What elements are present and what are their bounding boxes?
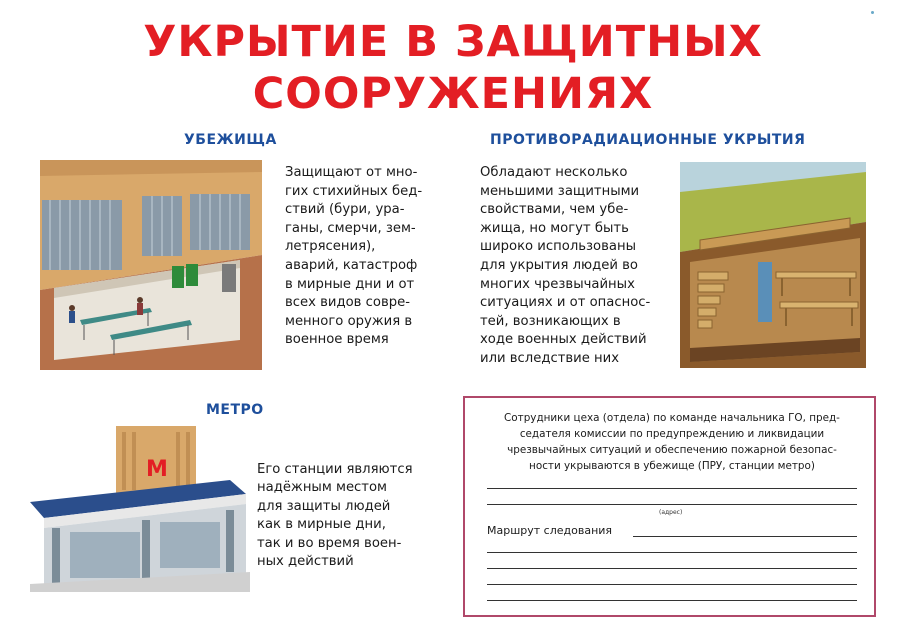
radiation-text-line: свойствами, чем убе- bbox=[480, 202, 629, 218]
shelter-illustration bbox=[40, 160, 262, 370]
shelters-text-line: ствий (бури, ура- bbox=[285, 202, 405, 218]
route-line[interactable] bbox=[487, 584, 857, 585]
metro-text-line: надёжным местом bbox=[257, 480, 388, 496]
metro-text-line: как в мирные дни, bbox=[257, 517, 386, 533]
radiation-text-line: Обладают несколько bbox=[480, 165, 628, 180]
shelters-text-line: аварий, катастроф bbox=[285, 257, 418, 273]
shelters-text-line: гих стихийных бед- bbox=[285, 183, 423, 199]
route-line[interactable] bbox=[633, 536, 857, 537]
radiation-shelters-description bbox=[480, 164, 650, 369]
form-instruction bbox=[487, 410, 857, 474]
shelter-form-box bbox=[463, 396, 876, 617]
metro-sign-icon: M bbox=[146, 457, 168, 482]
route-label: Маршрут следования bbox=[487, 524, 613, 537]
radiation-text-line: широко использованы bbox=[480, 239, 636, 255]
radiation-text-line: тей, возникающих в bbox=[480, 313, 621, 329]
form-text-line: седателя комиссии по предупреждению и ликвидации bbox=[519, 428, 825, 440]
radiation-shelters-heading: ПРОТИВОРАДИАЦИОННЫЕ УКРЫТИЯ bbox=[490, 132, 806, 148]
metro-heading: МЕТРО bbox=[206, 402, 264, 418]
shelters-text-line: Защищают от мно- bbox=[285, 165, 418, 180]
shelters-description bbox=[285, 164, 422, 350]
shelters-heading: УБЕЖИЩА bbox=[184, 132, 277, 148]
metro-text-line: ных действий bbox=[257, 554, 354, 570]
poster-title-line-2: СООРУЖЕНИЯХ bbox=[252, 69, 654, 119]
radiation-text-line: жища, но могут быть bbox=[480, 220, 629, 236]
shelters-text-line: менного оружия в bbox=[285, 313, 413, 329]
metro-illustration bbox=[30, 424, 250, 592]
route-line[interactable] bbox=[487, 568, 857, 569]
corner-dot bbox=[871, 11, 874, 14]
radiation-text-line: для укрытия людей во bbox=[480, 257, 638, 273]
shelters-text-line: ганы, смерчи, зем- bbox=[285, 220, 416, 236]
shelters-text-line: всех видов совре- bbox=[285, 295, 410, 311]
metro-text-line: так и во время воен- bbox=[257, 535, 402, 551]
shelters-text-line: в мирные дни и от bbox=[285, 276, 415, 292]
address-line[interactable] bbox=[487, 504, 857, 505]
radiation-shelter-illustration bbox=[680, 162, 866, 368]
route-line[interactable] bbox=[487, 600, 857, 601]
form-text-line: Сотрудники цеха (отдела) по команде начальника ГО, пред- bbox=[504, 412, 840, 424]
radiation-text-line: меньшими защитными bbox=[480, 183, 640, 199]
radiation-text-line: ходе военных действий bbox=[480, 332, 647, 348]
metro-text-line: для защиты людей bbox=[257, 498, 391, 514]
route-line[interactable] bbox=[487, 552, 857, 553]
poster-title-line-1: УКРЫТИЕ В ЗАЩИТНЫХ bbox=[143, 17, 763, 67]
shelters-text-line: летрясения), bbox=[285, 239, 376, 255]
form-text-line: ности укрываются в убежище (ПРУ, станции метро) bbox=[529, 460, 815, 472]
address-caption: (адрес) bbox=[659, 509, 683, 516]
form-text-line: чрезвычайных ситуаций и обеспечению пожарной безопас- bbox=[507, 444, 837, 456]
radiation-text-line: ситуациях и от опаснос- bbox=[480, 295, 651, 311]
metro-description bbox=[257, 461, 413, 571]
address-line[interactable] bbox=[487, 488, 857, 489]
radiation-text-line: или вследствие них bbox=[480, 350, 620, 366]
shelters-text-line: военное время bbox=[285, 332, 389, 348]
metro-text-line: Его станции являются bbox=[257, 462, 413, 477]
radiation-text-line: многих чрезвычайных bbox=[480, 276, 635, 292]
